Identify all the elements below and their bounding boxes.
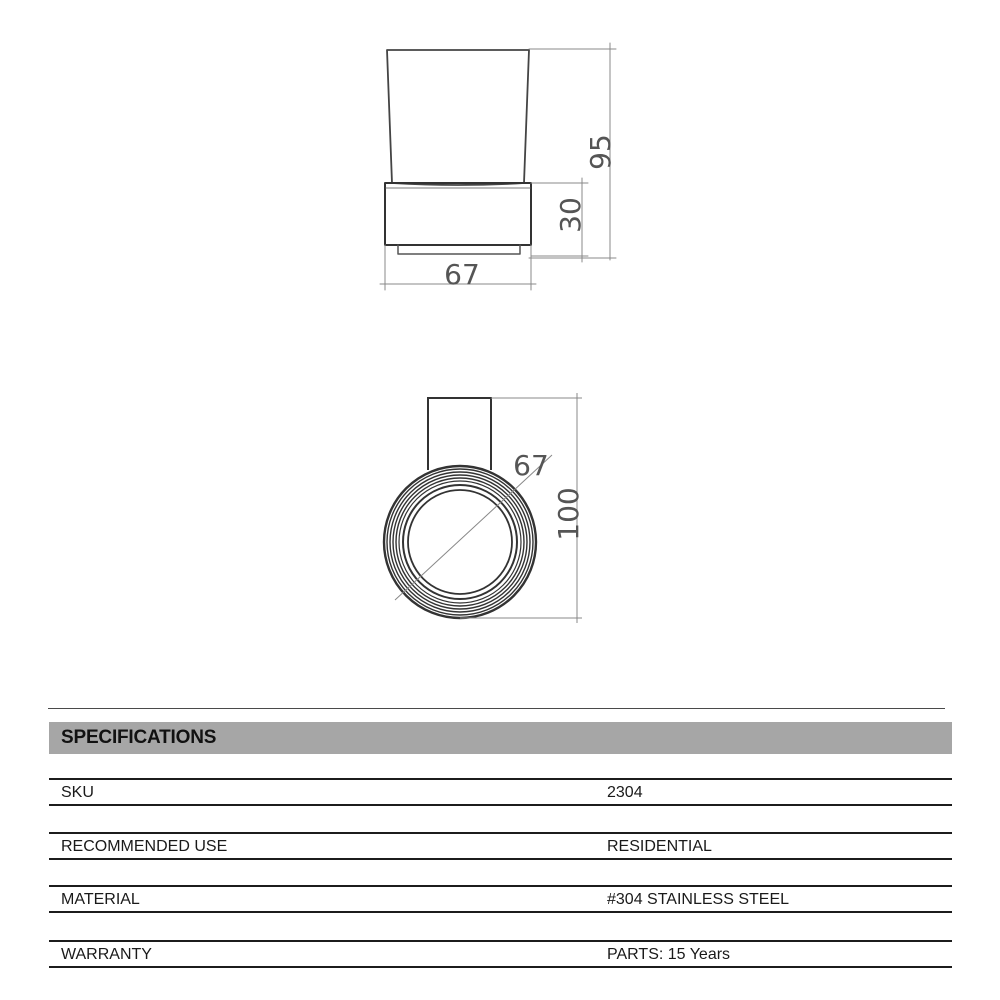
holder-base-outline [385,183,531,245]
tumbler-cup-outline [387,50,529,185]
diameter-label-67: 67 [513,449,549,482]
specifications-title: SPECIFICATIONS [61,727,217,748]
spec-label: SKU [61,784,94,801]
spec-row-recommended-use [49,832,952,860]
base-height-label-30: 30 [554,197,587,233]
width-label-67: 67 [444,258,480,291]
wall-bracket-outline [428,398,491,470]
spec-value: RESIDENTIAL [607,838,712,855]
spec-value: PARTS: 15 Years [607,946,731,963]
spec-value: 2304 [607,784,643,801]
holder-rings [384,466,536,618]
spec-value: #304 STAINLESS STEEL [607,891,790,908]
spec-label: RECOMMENDED USE [61,838,228,855]
section-divider [48,708,945,709]
spec-row-sku [49,778,952,806]
depth-label-100: 100 [552,487,585,541]
spec-label: WARRANTY [61,946,152,963]
spec-row-material [49,885,952,913]
specifications-header [49,722,952,754]
side-view [380,43,616,290]
height-label-95: 95 [584,134,617,170]
holder-foot-outline [398,245,520,254]
spec-row-warranty [49,940,952,968]
spec-label: MATERIAL [61,891,140,908]
